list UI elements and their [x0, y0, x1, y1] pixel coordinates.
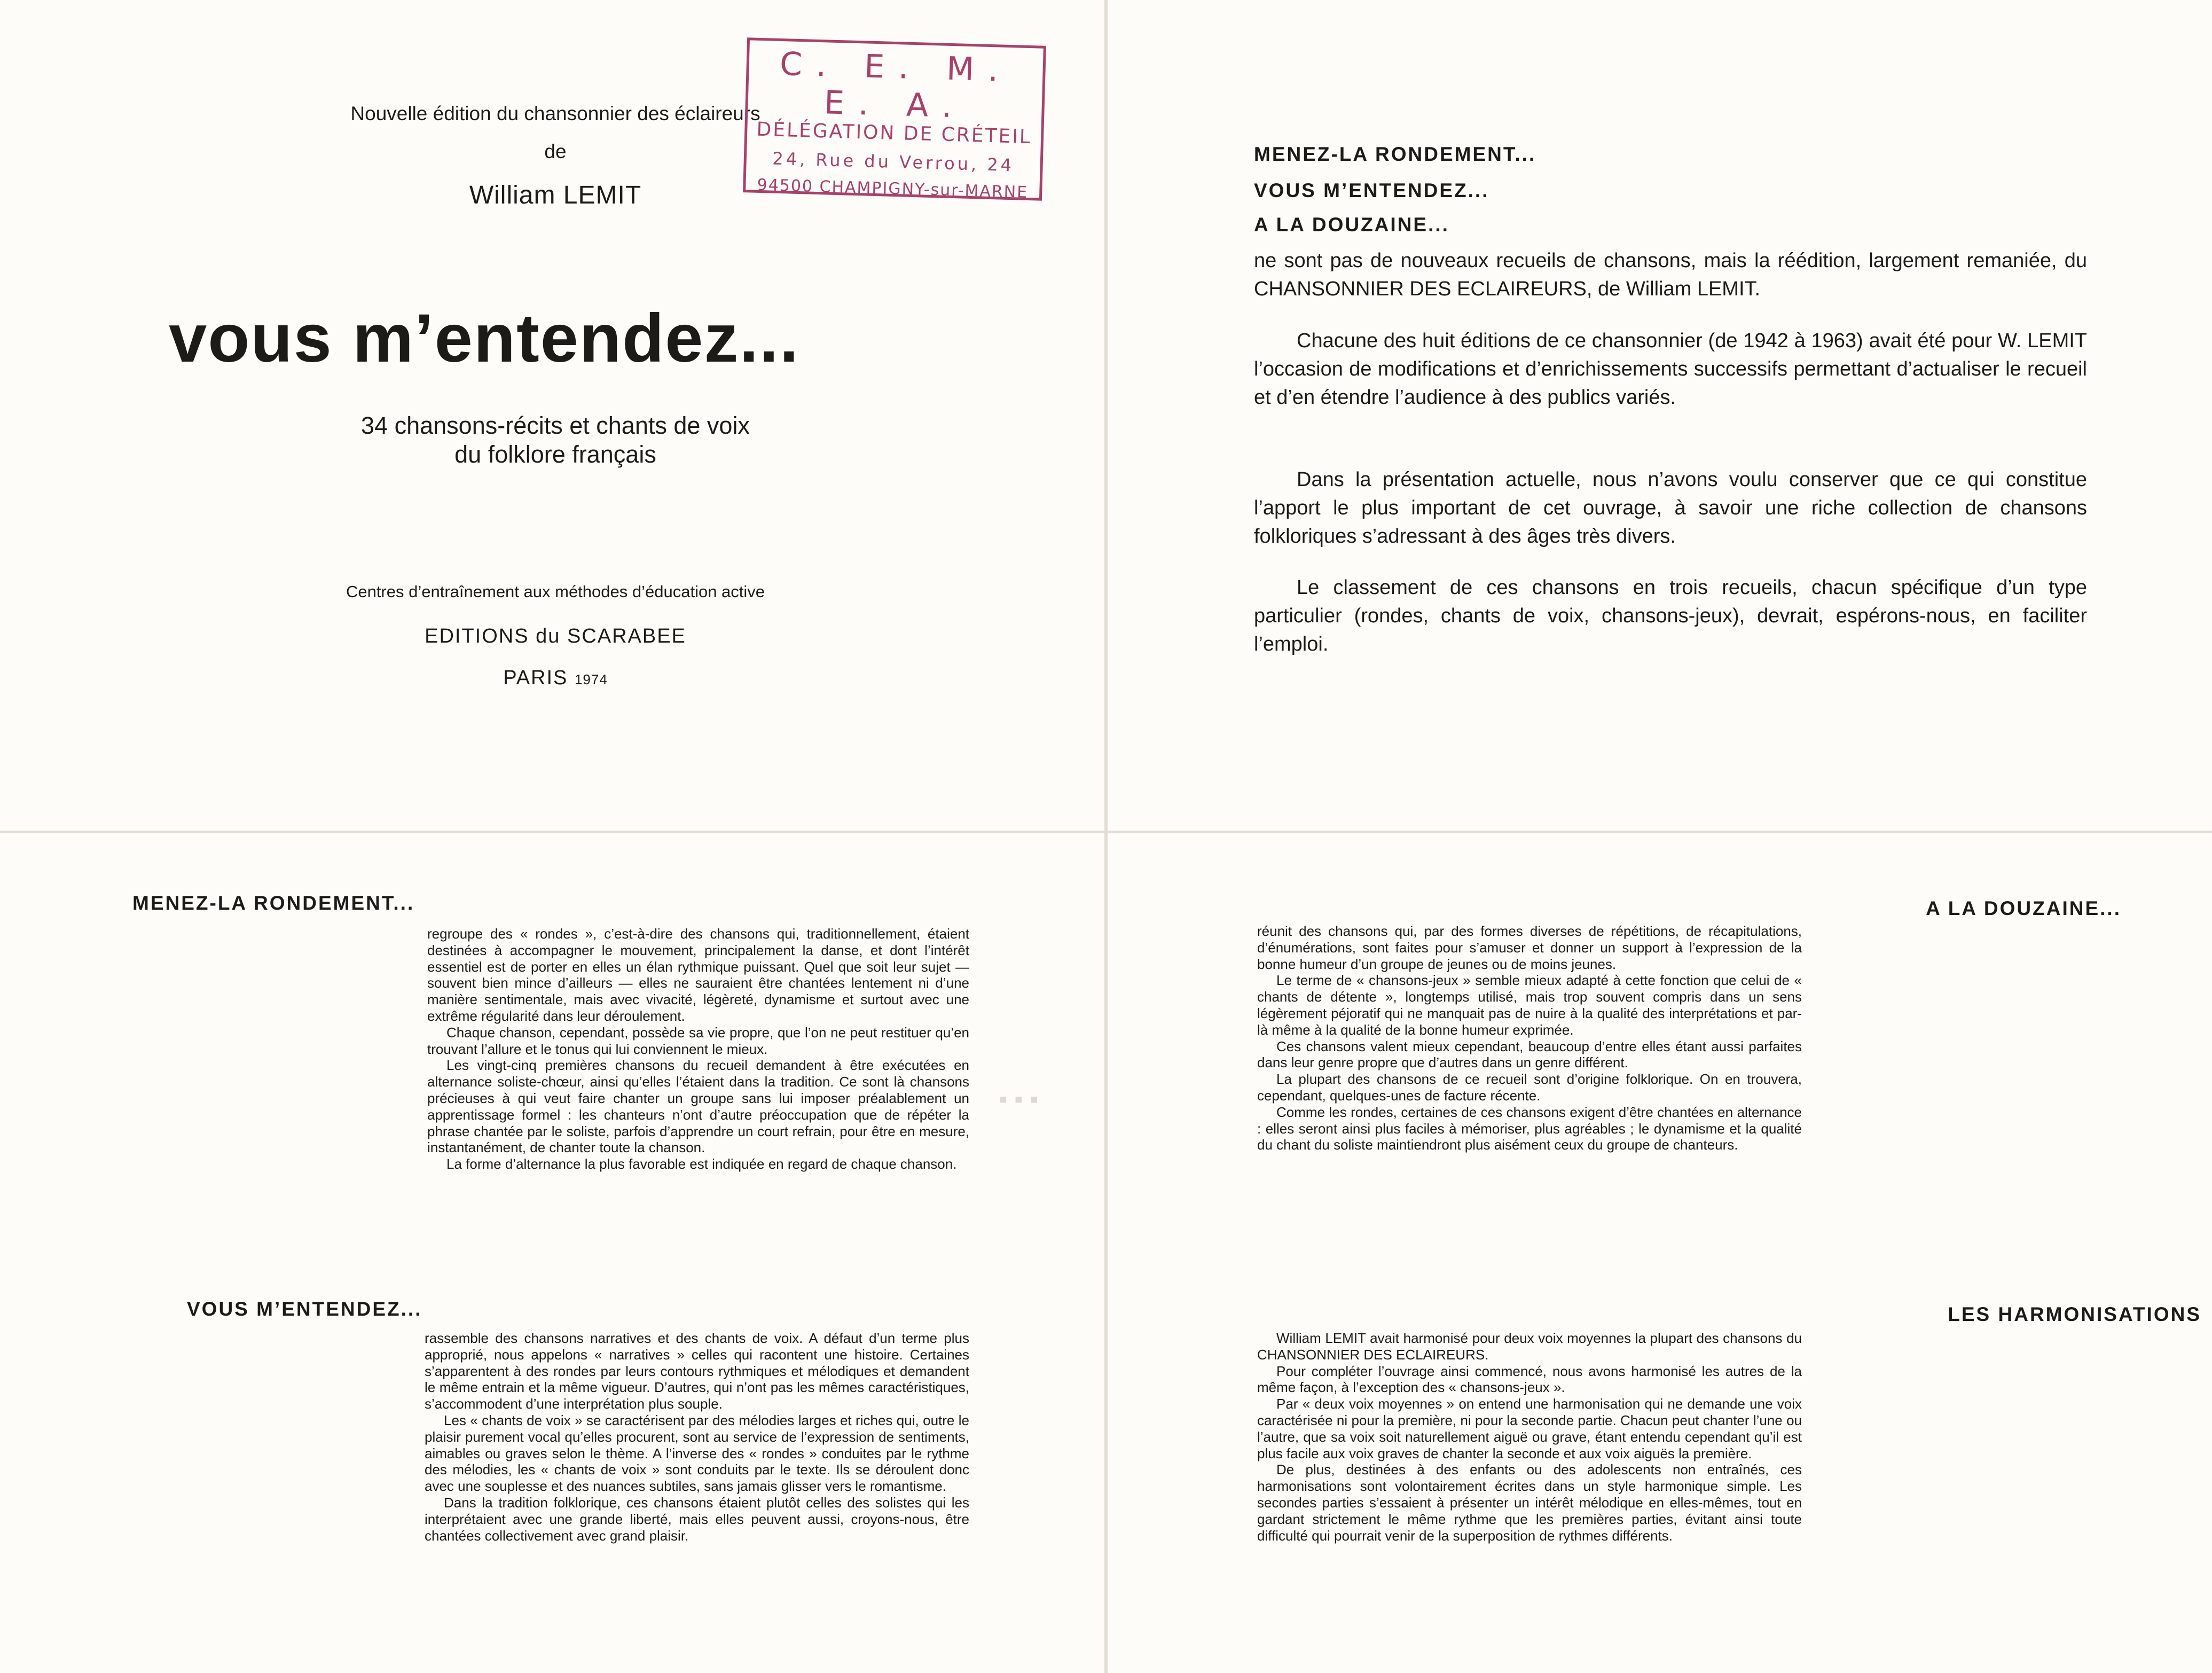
menez-paragraph-3: Les vingt-cinq premières chansons du recueil demandent à être exécutées en alternance soliste-chœur, ainsi qu’elles l’étaient dans la tradition. Ce sont là chansons précieuses à qui veut faire chanter un groupe sans lui imposer préalablement un apprentissage formel : les chanteurs n’ont d’autre préoccupation que de répéter la phrase chantée par le soliste, parfois d’apprendre un court refrain, pour être en mesure, instantanément, de chanter toute la chanson. [427, 1057, 969, 1156]
subtitle-line-1: 34 chansons-récits et chants de voix [361, 412, 750, 439]
douzaine-paragraph-2: Le terme de « chansons-jeux » semble mieux adapté à cette fonction que celui de « chants de détente », longtemps utilisé, mais trop souvent compris dans un sens légèrement péjoratif qui ne manquait pas de nuire à la qualité des interprétations et par-là même à la qualité de la bonne humeur exprimée. [1257, 972, 1802, 1038]
intro-paragraph-4: Le classement de ces chansons en trois recueils, chacun spécifique d’un type particulier (rondes, chants de voix, chansons-jeux), devrait, espérons-nous, en faciliter l’emploi. [1254, 576, 2087, 655]
intro-paragraph-1: ne sont pas de nouveaux recueils de chansons, mais la réédition, largement remaniée, du CHANSONNIER DES ECLAIREURS, de William LEMIT. [1254, 249, 2087, 300]
rondes-narratives-page [0, 833, 1104, 1673]
intro-heading-1: MENEZ-LA RONDEMENT... [1254, 143, 1536, 165]
douzaine-paragraph-3: Ces chansons valent mieux cependant, beaucoup d’entre elles étant aussi parfaites dans leur genre propre que d’autres dans un genre différent. [1257, 1038, 1802, 1071]
vous-paragraph-3: Dans la tradition folklorique, ces chansons étaient plutôt celles des solistes qui les interprétaient avec une grande liberté, mais elles peuvent aussi, croyons-nous, être chantées collectivement avec grand plaisir. [425, 1494, 969, 1544]
douzaine-title: A LA DOUZAINE... [1926, 897, 2121, 919]
subtitle-line-2: du folklore français [454, 441, 656, 468]
cemea-line: Centres d’entraînement aux méthodes d’éducation active [346, 582, 765, 601]
publisher: EDITIONS du SCARABEE [425, 625, 686, 647]
intro-paragraph-2: Chacune des huit éditions de ce chansonnier (de 1942 à 1963) avait été pour W. LEMIT l’occasion de modifications et d’enrichissements successifs permettant d’actualiser le recueil et d’en étendre l’audience à des publics variés. [1254, 330, 2087, 409]
author-name: William LEMIT [469, 181, 642, 209]
vous-paragraph-2: Les « chants de voix » se caractérisent par des mélodies larges et riches qui, outre le plaisir purement vocal qu’elles procurent, sont au service de l’expression de sentiments, aimables ou graves selon le thème. A l’inverse des « rondes » conduites par le rythme des mélodies, les « chants de voix » sont conduits par le texte. Ils se déroulent donc avec une souplesse et des nuances subtiles, sans jamais glisser vers le romantisme. [425, 1412, 969, 1495]
vous-body [425, 1330, 969, 1544]
menez-body [427, 926, 969, 1172]
douzaine-paragraph-1: réunit des chansons qui, par des formes diverses de répétitions, de récapitulations, d’énumérations, sont faites pour s’amuser et donner un support à l’expression de la bonne humeur d’un groupe de jeunes ou de moins jeunes. [1257, 923, 1802, 972]
stamp-line-2: DÉLÉGATION DE CRÉTEIL [756, 118, 1032, 148]
harmonisations-title: LES HARMONISATIONS [1948, 1303, 2201, 1325]
harmonisations-paragraph-2: Pour compléter l’ouvrage ainsi commencé, nous avons harmonisé les autres de la même façon, à l’exception des « chansons-jeux ». [1257, 1363, 1802, 1396]
imprint-city [85, 667, 1025, 690]
city: PARIS [503, 667, 568, 689]
stamp-line-3: 24, Rue du Verrou, 24 [772, 148, 1015, 176]
menez-title: MENEZ-LA RONDEMENT... [132, 892, 415, 914]
vous-paragraph-1: rassemble des chansons narratives et des chants de voix. A défaut d’un terme plus approprié, nous appelons « narratives » celles qui racontent une histoire. Certaines s’apparentent à des rondes par leurs contours rythmiques et mélodiques et demandent le même entrain et la même vigueur. D’autres, qui n’ont pas les mêmes caractéristiques, s’accommodent d’une interprétation plus souple. [425, 1330, 969, 1412]
intro-heading-3: A LA DOUZAINE... [1254, 214, 1449, 236]
harmonisations-paragraph-4: De plus, destinées à des enfants ou des adolescents non entraînés, ces harmonisations sont volontairement écrites dans un style harmonique simple. Les secondes parties s’essaient à présenter un intérêt mélodique en elles-mêmes, tout en gardant strictement le même rythme que les premières parties, évitant ainsi toute difficulté qui pourrait venir de la superposition de rythmes différents. [1257, 1461, 1802, 1544]
stamp-line-1: C. E. M. E. A. [779, 45, 1013, 126]
douzaine-paragraph-4: La plupart des chansons de ce recueil sont d’origine folklorique. On en trouvera, cependant, quelques-unes de facture récente. [1257, 1071, 1802, 1104]
bleed-through: ▪ ▪ ▪ [999, 1085, 1039, 1113]
intro-paragraph-3: Dans la présentation actuelle, nous n’avons voulu conserver que ce qui constitue l’apport le plus important de cet ouvrage, à savoir une riche collection de chansons folkloriques s’adressant à des âges très divers. [1254, 468, 2087, 548]
douzaine-paragraph-5: Comme les rondes, certaines de ces chansons exigent d’être chantées en alternance : elles seront ainsi plus faciles à mémoriser, plus agréables ; le dynamisme et la qualité du chant du soliste maintiendront plus aisément ceux du groupe de chanteurs. [1257, 1104, 1802, 1153]
menez-paragraph-1: regroupe des « rondes », c’est-à-dire des chansons qui, traditionnellement, étaient destinées à accompagner le mouvement, principalement la danse, et dont l’intérêt essentiel est de porter en elles un élan rythmique puissant. Quel que soit leur sujet — souvent bien mince d’ailleurs — elles ne sauraient être chantées lentement ni d’une manière sentimentale, mais avec vivacité, légèreté, dynamisme et surtout avec une extrême régularité dans leur déroulement. [427, 926, 969, 1024]
harmonisations-body [1257, 1330, 1802, 1544]
douzaine-body [1257, 923, 1802, 1153]
menez-paragraph-4: La forme d’alternance la plus favorable est indiquée en regard de chaque chanson. [446, 1156, 957, 1172]
cemea-stamp [743, 37, 1046, 201]
book-title: vous m’entendez... [169, 300, 800, 377]
harmonisations-paragraph-3: Par « deux voix moyennes » on entend une harmonisation qui ne demande une voix caractérisée ni pour la première, ni pour la seconde partie. Chacun peut chanter l’une ou l’autre, que sa voix soit naturellement aiguë ou grave, étant entendu cependant qu’il est plus facile aux voix graves de chanter la seconde et aux voix aiguës la première. [1257, 1396, 1802, 1461]
vous-title: VOUS M’ENTENDEZ... [187, 1298, 422, 1320]
de-line: de [544, 140, 567, 162]
intro-page [1108, 0, 2212, 831]
edition-line: Nouvelle édition du chansonnier des éclaireurs [350, 103, 760, 124]
jeux-harmonisations-page [1108, 833, 2212, 1673]
stamp-line-4: 94500 CHAMPIGNY-sur-MARNE [757, 175, 1029, 202]
year: 1974 [574, 671, 608, 687]
book-subtitle [85, 411, 1025, 469]
harmonisations-paragraph-1: William LEMIT avait harmonisé pour deux voix moyennes la plupart des chansons du CHANSONNIER DES ECLAIREURS. [1257, 1330, 1802, 1363]
intro-heading-2: VOUS M’ENTENDEZ... [1254, 179, 1489, 201]
title-page [0, 0, 1104, 831]
menez-paragraph-2: Chaque chanson, cependant, possède sa vie propre, que l’on ne peut restituer qu’en trouvant l’allure et le tonus qui lui conviennent le mieux. [427, 1024, 969, 1057]
